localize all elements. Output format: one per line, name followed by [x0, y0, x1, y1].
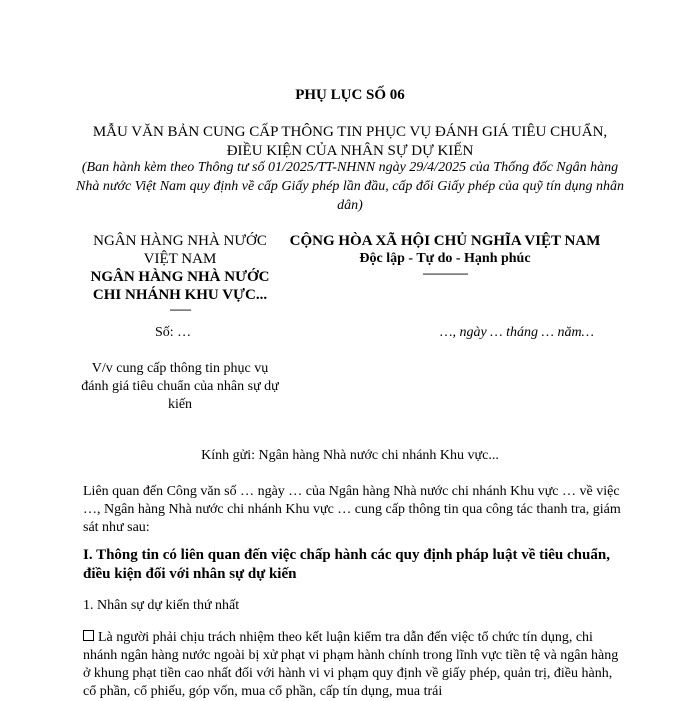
appendix-title: PHỤ LỤC SỐ 06: [295, 87, 405, 103]
document-title: [40, 123, 660, 161]
org-branch: NGÂN HÀNG NHÀ NƯỚC CHI NHÁNH KHU VỰC...: [90, 269, 270, 303]
document-title-line-2: ĐIỀU KIỆN CỦA NHÂN SỰ DỰ KIẾN: [226, 143, 474, 159]
item-heading-1: 1. Nhân sự dự kiến thứ nhất: [83, 598, 240, 613]
issuing-organization-block: [80, 232, 280, 314]
subject-line: V/v cung cấp thông tin phục vụ đánh giá tiêu chuẩn của nhân sự dự kiến: [81, 361, 279, 412]
checkbox-paragraph: [83, 629, 628, 701]
checkbox-icon[interactable]: [83, 630, 94, 641]
issuance-note: (Ban hành kèm theo Thông tư số 01/2025/TT-NHNN ngày 29/4/2025 của Thống đốc Ngân hàng Nhà nước Việt Nam quy định về cấp Giấy phép lần đầu, cấp đổi Giấy phép của quỹ tín dụng nhân dân): [76, 160, 624, 213]
left-divider: -------: [169, 302, 191, 316]
intro-paragraph: Liên quan đến Công văn số … ngày … của Ngân hàng Nhà nước chi nhánh Khu vực … về việc …, Ngân hàng Nhà nước chi nhánh Khu vực … cung cấp thông tin qua công tác thanh tra, giám sát như sau:: [83, 484, 621, 535]
national-header-block: [285, 232, 605, 278]
document-number: Số: …: [155, 325, 192, 340]
national-motto: Độc lập - Tự do - Hạnh phúc: [359, 251, 531, 266]
section-heading-1: I. Thông tin có liên quan đến việc chấp hành các quy định pháp luật về tiêu chuẩn, điều kiện đối với nhân sự dự kiến: [83, 547, 610, 582]
date-line: …, ngày … tháng … năm…: [440, 325, 595, 340]
nation-name: CỘNG HÒA XÃ HỘI CHỦ NGHĨA VIỆT NAM: [289, 233, 601, 249]
recipient-line: Kính gửi: Ngân hàng Nhà nước chi nhánh Khu vực...: [201, 448, 499, 463]
document-title-line-1: MẪU VĂN BẢN CUNG CẤP THÔNG TIN PHỤC VỤ ĐÁNH GIÁ TIÊU CHUẨN,: [92, 124, 608, 140]
org-parent: NGÂN HÀNG NHÀ NƯỚC VIỆT NAM: [93, 233, 267, 267]
checkbox-paragraph-text: Là người phải chịu trách nhiệm theo kết luận kiểm tra dẫn đến việc tổ chức tín dụng, chi nhánh ngân hàng nước ngoài bị xử phạt vi phạm hành chính trong lĩnh vực tiền tệ và ngân hàng ở khung phạt tiền cao nhất đối với hành vi vi phạm quy định về giấy phép, quản trị, điều hành, cổ phần, cổ phiếu, góp vốn, mua cổ phần, cấp tín dụng, mua trái: [83, 630, 619, 699]
right-divider: ---------------: [422, 266, 468, 280]
